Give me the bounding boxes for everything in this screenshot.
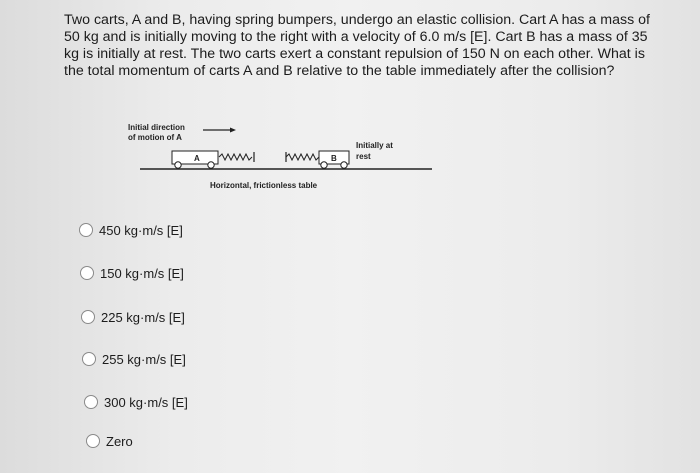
table-label: Horizontal, frictionless table xyxy=(210,181,318,190)
option-225[interactable] xyxy=(81,307,185,327)
option-300[interactable] xyxy=(84,392,188,412)
initial-direction-label-line2: of motion of A xyxy=(128,133,182,142)
option-label: 300 kg·m/s [E] xyxy=(104,394,188,410)
option-zero[interactable] xyxy=(86,431,133,451)
radio-icon[interactable] xyxy=(80,266,94,280)
option-150[interactable] xyxy=(80,263,184,283)
spring-bumper-b-icon xyxy=(286,152,319,162)
initially-at-rest-label-line1: Initially at xyxy=(356,141,393,150)
option-450[interactable] xyxy=(79,220,183,240)
cart-b-icon xyxy=(319,151,349,168)
option-label: 225 kg·m/s [E] xyxy=(101,309,185,325)
spring-bumper-a-icon xyxy=(219,152,254,162)
initially-at-rest-label-line2: rest xyxy=(356,152,371,161)
cart-a-label: A xyxy=(194,154,200,163)
option-label: 450 kg·m/s [E] xyxy=(99,222,183,238)
question-text: Two carts, A and B, having spring bumpers, undergo an elastic collision. Cart A has a mass of 50 kg and is initially moving to the right with a velocity of 6.0 m/s [E]. Cart B has a mass of 35 kg is initially at rest. The two carts exert a constant repulsion of 150 N on each other. What is the total momentum of carts A and B relative to the table immediately after the collision? xyxy=(64,12,650,79)
collision-diagram xyxy=(120,118,450,198)
option-label: 150 kg·m/s [E] xyxy=(100,265,184,281)
radio-icon[interactable] xyxy=(79,223,93,237)
option-255[interactable] xyxy=(82,349,186,369)
option-label: Zero xyxy=(106,433,133,449)
cart-a-icon xyxy=(172,151,218,168)
radio-icon[interactable] xyxy=(82,352,96,366)
radio-icon[interactable] xyxy=(84,395,98,409)
direction-arrow-icon xyxy=(203,128,236,133)
cart-b-label: B xyxy=(331,154,337,163)
radio-icon[interactable] xyxy=(86,434,100,448)
initial-direction-label-line1: Initial direction xyxy=(128,123,185,132)
option-label: 255 kg·m/s [E] xyxy=(102,351,186,367)
radio-icon[interactable] xyxy=(81,310,95,324)
